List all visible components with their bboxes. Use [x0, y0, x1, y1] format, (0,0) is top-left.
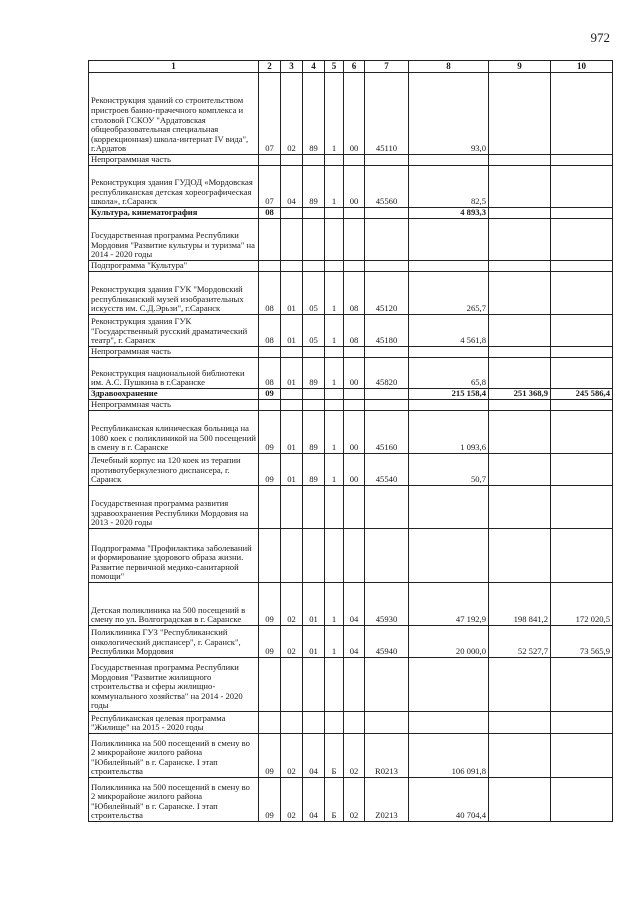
cell-item-name: Здравоохранение: [89, 389, 259, 400]
cell-section-code: [259, 155, 281, 166]
cell-subprogram-code: [344, 261, 365, 272]
cell-section-code: 09: [259, 454, 281, 486]
cell-section-code: [259, 486, 281, 529]
cell-subsection-code: [281, 261, 303, 272]
cell-amount-col-10: [551, 529, 613, 583]
cell-subsection-code: 01: [281, 315, 303, 347]
cell-program-direction: 1: [325, 73, 344, 155]
cell-program-code: 05: [303, 272, 325, 315]
table-row: [89, 166, 613, 208]
cell-target-code: [365, 347, 409, 358]
cell-section-code: 09: [259, 626, 281, 658]
cell-item-name: Реконструкция здания ГУК "Мордовский республиканский музей изобразительных искусств им. С.Д.Эрьзи", г.Саранск: [89, 272, 259, 315]
cell-section-code: 09: [259, 583, 281, 626]
cell-amount-col-8: 93,0: [409, 73, 489, 155]
cell-section-code: [259, 658, 281, 712]
cell-subsection-code: 01: [281, 411, 303, 454]
cell-program-code: [303, 261, 325, 272]
cell-program-code: [303, 208, 325, 219]
cell-program-code: 89: [303, 454, 325, 486]
cell-amount-col-9: [489, 73, 551, 155]
table-row: [89, 658, 613, 712]
cell-subprogram-code: 02: [344, 778, 365, 822]
cell-subprogram-code: [344, 155, 365, 166]
cell-program-direction: Б: [325, 778, 344, 822]
cell-item-name: Республиканская целевая программа "Жилище" на 2015 - 2020 годы: [89, 712, 259, 734]
cell-amount-col-10: [551, 778, 613, 822]
cell-amount-col-8: 106 091,8: [409, 734, 489, 778]
cell-item-name: Государственная программа Республики Мордовия "Развитие культуры и туризма" на 2014 - 2020 годы: [89, 219, 259, 261]
cell-amount-col-10: [551, 712, 613, 734]
cell-section-code: 09: [259, 734, 281, 778]
cell-amount-col-10: [551, 411, 613, 454]
table-row: [89, 261, 613, 272]
cell-section-code: [259, 347, 281, 358]
cell-subprogram-code: [344, 658, 365, 712]
table-row: [89, 734, 613, 778]
table-row: [89, 778, 613, 822]
table-row: [89, 583, 613, 626]
cell-program-code: [303, 347, 325, 358]
column-header-5: 5: [325, 61, 344, 73]
cell-amount-col-8: [409, 261, 489, 272]
table-row: [89, 486, 613, 529]
cell-amount-col-10: 73 565,9: [551, 626, 613, 658]
cell-subsection-code: [281, 347, 303, 358]
cell-target-code: 45940: [365, 626, 409, 658]
cell-subprogram-code: 08: [344, 272, 365, 315]
cell-subprogram-code: [344, 529, 365, 583]
cell-subprogram-code: 00: [344, 358, 365, 389]
cell-program-direction: [325, 486, 344, 529]
column-header-3: 3: [281, 61, 303, 73]
cell-amount-col-8: 82,5: [409, 166, 489, 208]
cell-target-code: [365, 219, 409, 261]
cell-program-direction: 1: [325, 411, 344, 454]
cell-target-code: 45540: [365, 454, 409, 486]
cell-program-code: [303, 712, 325, 734]
table-row: [89, 529, 613, 583]
cell-subsection-code: [281, 208, 303, 219]
cell-amount-col-10: [551, 734, 613, 778]
cell-amount-col-9: [489, 261, 551, 272]
table-header-row: [89, 61, 613, 73]
cell-amount-col-10: [551, 358, 613, 389]
cell-subsection-code: [281, 389, 303, 400]
cell-program-direction: [325, 261, 344, 272]
cell-section-code: [259, 529, 281, 583]
cell-amount-col-10: [551, 272, 613, 315]
cell-subprogram-code: 08: [344, 315, 365, 347]
table-row: [89, 358, 613, 389]
table-row: [89, 626, 613, 658]
cell-amount-col-10: [551, 261, 613, 272]
cell-program-code: [303, 529, 325, 583]
table-row: [89, 219, 613, 261]
cell-target-code: [365, 658, 409, 712]
cell-section-code: [259, 400, 281, 411]
cell-program-code: [303, 219, 325, 261]
cell-program-code: 89: [303, 166, 325, 208]
cell-program-direction: [325, 347, 344, 358]
cell-amount-col-8: 20 000,0: [409, 626, 489, 658]
cell-program-code: [303, 400, 325, 411]
cell-section-code: 08: [259, 358, 281, 389]
cell-amount-col-9: [489, 315, 551, 347]
cell-subprogram-code: [344, 219, 365, 261]
cell-section-code: 08: [259, 272, 281, 315]
cell-target-code: 45820: [365, 358, 409, 389]
cell-item-name: Культура, кинематография: [89, 208, 259, 219]
cell-amount-col-9: [489, 529, 551, 583]
cell-amount-col-10: [551, 219, 613, 261]
cell-amount-col-10: [551, 315, 613, 347]
page-number: 972: [590, 30, 610, 45]
cell-program-direction: [325, 400, 344, 411]
cell-subsection-code: [281, 529, 303, 583]
cell-amount-col-9: [489, 658, 551, 712]
cell-item-name: Непрограммная часть: [89, 347, 259, 358]
cell-amount-col-8: [409, 219, 489, 261]
cell-program-code: [303, 658, 325, 712]
cell-target-code: [365, 486, 409, 529]
cell-program-code: [303, 155, 325, 166]
cell-amount-col-9: [489, 358, 551, 389]
cell-amount-col-9: 251 368,9: [489, 389, 551, 400]
cell-program-direction: [325, 155, 344, 166]
cell-amount-col-9: [489, 219, 551, 261]
cell-item-name: Лечебный корпус на 120 коек из терапии противотуберкулезного диспансера, г. Саранск: [89, 454, 259, 486]
cell-subprogram-code: 00: [344, 166, 365, 208]
cell-amount-col-8: [409, 155, 489, 166]
cell-subsection-code: 02: [281, 778, 303, 822]
cell-subprogram-code: 04: [344, 626, 365, 658]
table-row: [89, 347, 613, 358]
cell-target-code: [365, 208, 409, 219]
cell-amount-col-9: [489, 155, 551, 166]
cell-item-name: Детская поликлиника на 500 посещений в смену по ул. Волгоградская в г. Саранске: [89, 583, 259, 626]
cell-item-name: Государственная программа Республики Мордовия "Развитие жилищного строительства и сферы жилищно-коммунального хозяйства" на 2014 - 2020 годы: [89, 658, 259, 712]
table-row: [89, 73, 613, 155]
cell-amount-col-10: 245 586,4: [551, 389, 613, 400]
cell-program-direction: 1: [325, 454, 344, 486]
cell-subsection-code: 02: [281, 626, 303, 658]
cell-amount-col-10: [551, 155, 613, 166]
cell-section-code: 07: [259, 166, 281, 208]
cell-section-code: 07: [259, 73, 281, 155]
cell-target-code: 45560: [365, 166, 409, 208]
cell-target-code: R0213: [365, 734, 409, 778]
cell-subprogram-code: 02: [344, 734, 365, 778]
cell-program-code: [303, 389, 325, 400]
cell-program-direction: [325, 208, 344, 219]
cell-amount-col-10: 172 020,5: [551, 583, 613, 626]
cell-amount-col-9: [489, 712, 551, 734]
cell-amount-col-8: 4 561,8: [409, 315, 489, 347]
cell-amount-col-9: [489, 166, 551, 208]
cell-target-code: [365, 400, 409, 411]
cell-amount-col-8: [409, 658, 489, 712]
table-row: [89, 454, 613, 486]
cell-program-code: 05: [303, 315, 325, 347]
table-row: [89, 208, 613, 219]
cell-amount-col-10: [551, 486, 613, 529]
cell-item-name: Подпрограмма "Профилактика заболеваний и формирование здорового образа жизни. Развитие первичной медико-санитарной помощи": [89, 529, 259, 583]
cell-subsection-code: [281, 712, 303, 734]
cell-subprogram-code: [344, 347, 365, 358]
cell-subprogram-code: [344, 400, 365, 411]
cell-amount-col-8: 215 158,4: [409, 389, 489, 400]
cell-program-direction: [325, 219, 344, 261]
table-row: [89, 712, 613, 734]
cell-program-direction: 1: [325, 315, 344, 347]
cell-amount-col-8: 4 893,3: [409, 208, 489, 219]
cell-amount-col-9: [489, 411, 551, 454]
column-header-6: 6: [344, 61, 365, 73]
cell-item-name: Непрограммная часть: [89, 400, 259, 411]
cell-subprogram-code: 04: [344, 583, 365, 626]
cell-target-code: [365, 529, 409, 583]
cell-amount-col-9: [489, 454, 551, 486]
cell-program-direction: [325, 529, 344, 583]
cell-target-code: [365, 155, 409, 166]
cell-item-name: Подпрограмма "Культура": [89, 261, 259, 272]
cell-amount-col-8: 40 704,4: [409, 778, 489, 822]
cell-subsection-code: 04: [281, 166, 303, 208]
cell-program-code: 89: [303, 73, 325, 155]
cell-subsection-code: [281, 155, 303, 166]
cell-item-name: Республиканская клиническая больница на 1080 коек с поликлиникой на 500 посещений в смену в г. Саранске: [89, 411, 259, 454]
cell-amount-col-8: 1 093,6: [409, 411, 489, 454]
cell-program-code: 89: [303, 358, 325, 389]
cell-subsection-code: 01: [281, 358, 303, 389]
cell-subsection-code: 01: [281, 272, 303, 315]
table-row: [89, 315, 613, 347]
cell-target-code: [365, 261, 409, 272]
cell-section-code: [259, 261, 281, 272]
cell-subsection-code: [281, 486, 303, 529]
cell-subsection-code: 02: [281, 73, 303, 155]
column-header-2: 2: [259, 61, 281, 73]
cell-amount-col-10: [551, 166, 613, 208]
cell-section-code: 09: [259, 778, 281, 822]
cell-program-code: 01: [303, 583, 325, 626]
cell-amount-col-10: [551, 347, 613, 358]
cell-program-direction: [325, 712, 344, 734]
cell-amount-col-9: 52 527,7: [489, 626, 551, 658]
cell-amount-col-8: [409, 712, 489, 734]
cell-program-code: 04: [303, 778, 325, 822]
table-row: [89, 400, 613, 411]
cell-amount-col-8: 265,7: [409, 272, 489, 315]
cell-subsection-code: [281, 219, 303, 261]
cell-program-code: 89: [303, 411, 325, 454]
cell-subprogram-code: [344, 712, 365, 734]
column-header-10: 10: [551, 61, 613, 73]
cell-subprogram-code: 00: [344, 73, 365, 155]
cell-program-code: [303, 486, 325, 529]
cell-program-direction: 1: [325, 626, 344, 658]
cell-amount-col-8: [409, 347, 489, 358]
cell-amount-col-9: [489, 400, 551, 411]
table-row: [89, 411, 613, 454]
cell-target-code: 45930: [365, 583, 409, 626]
cell-amount-col-10: [551, 73, 613, 155]
cell-amount-col-9: [489, 272, 551, 315]
cell-item-name: Непрограммная часть: [89, 155, 259, 166]
cell-item-name: Государственная программа развития здравоохранения Республики Мордовия на 2013 - 2020 годы: [89, 486, 259, 529]
cell-amount-col-8: [409, 400, 489, 411]
cell-subprogram-code: [344, 389, 365, 400]
cell-subprogram-code: 00: [344, 454, 365, 486]
cell-amount-col-9: [489, 347, 551, 358]
cell-program-code: 01: [303, 626, 325, 658]
column-header-4: 4: [303, 61, 325, 73]
cell-item-name: Поликлиника на 500 посещений в смену во 2 микрорайоне жилого района "Юбилейный" в г. Саранске. I этап строительства: [89, 734, 259, 778]
column-header-9: 9: [489, 61, 551, 73]
cell-subsection-code: 02: [281, 583, 303, 626]
cell-amount-col-9: [489, 734, 551, 778]
cell-program-direction: 1: [325, 583, 344, 626]
cell-item-name: Реконструкция здания ГУДОД «Мордовская республиканская детская хореографическая школа», г.Саранск: [89, 166, 259, 208]
cell-amount-col-8: 65,8: [409, 358, 489, 389]
cell-amount-col-9: [489, 208, 551, 219]
cell-item-name: Реконструкция национальной библиотеки им. А.С. Пушкина в г.Саранске: [89, 358, 259, 389]
cell-target-code: [365, 389, 409, 400]
cell-subprogram-code: [344, 208, 365, 219]
table-body: [89, 73, 613, 822]
cell-program-direction: 1: [325, 166, 344, 208]
cell-program-code: 04: [303, 734, 325, 778]
cell-amount-col-8: 50,7: [409, 454, 489, 486]
cell-amount-col-8: 47 192,9: [409, 583, 489, 626]
cell-subsection-code: [281, 658, 303, 712]
cell-amount-col-8: [409, 486, 489, 529]
cell-target-code: Z0213: [365, 778, 409, 822]
table-row: [89, 272, 613, 315]
cell-section-code: 09: [259, 389, 281, 400]
cell-amount-col-10: [551, 208, 613, 219]
cell-subprogram-code: 00: [344, 411, 365, 454]
cell-amount-col-8: [409, 529, 489, 583]
cell-section-code: 08: [259, 208, 281, 219]
cell-amount-col-9: 198 841,2: [489, 583, 551, 626]
cell-item-name: Поликлиника на 500 посещений в смену во 2 микрорайоне жилого района "Юбилейный" в г. Саранске. I этап строительства: [89, 778, 259, 822]
cell-target-code: [365, 712, 409, 734]
cell-subprogram-code: [344, 486, 365, 529]
cell-target-code: 45110: [365, 73, 409, 155]
cell-program-direction: [325, 389, 344, 400]
cell-target-code: 45160: [365, 411, 409, 454]
cell-subsection-code: 02: [281, 734, 303, 778]
cell-target-code: 45180: [365, 315, 409, 347]
budget-table: [88, 60, 613, 822]
cell-program-direction: [325, 658, 344, 712]
cell-section-code: [259, 712, 281, 734]
cell-section-code: 09: [259, 411, 281, 454]
cell-program-direction: 1: [325, 358, 344, 389]
cell-section-code: 08: [259, 315, 281, 347]
cell-target-code: 45120: [365, 272, 409, 315]
cell-subsection-code: [281, 400, 303, 411]
cell-item-name: Реконструкция здания ГУК "Государственный русский драматический театр", г. Саранск: [89, 315, 259, 347]
column-header-7: 7: [365, 61, 409, 73]
cell-item-name: Реконструкция зданий со строительством пристроев банно-прачечного комплекса и столовой ГСКОУ "Ардатовская общеобразовательная специальная (коррекционная) школа-интернат IV вида", г.Ардатов: [89, 73, 259, 155]
table-row: [89, 155, 613, 166]
cell-section-code: [259, 219, 281, 261]
cell-amount-col-9: [489, 486, 551, 529]
table-row: [89, 389, 613, 400]
cell-amount-col-10: [551, 658, 613, 712]
cell-program-direction: 1: [325, 272, 344, 315]
column-header-8: 8: [409, 61, 489, 73]
column-header-1: 1: [89, 61, 259, 73]
cell-subsection-code: 01: [281, 454, 303, 486]
cell-amount-col-9: [489, 778, 551, 822]
cell-amount-col-10: [551, 454, 613, 486]
cell-program-direction: Б: [325, 734, 344, 778]
cell-amount-col-10: [551, 400, 613, 411]
cell-item-name: Поликлиника ГУЗ "Республиканский онкологический диспансер", г. Саранск", Республики Мордовия: [89, 626, 259, 658]
